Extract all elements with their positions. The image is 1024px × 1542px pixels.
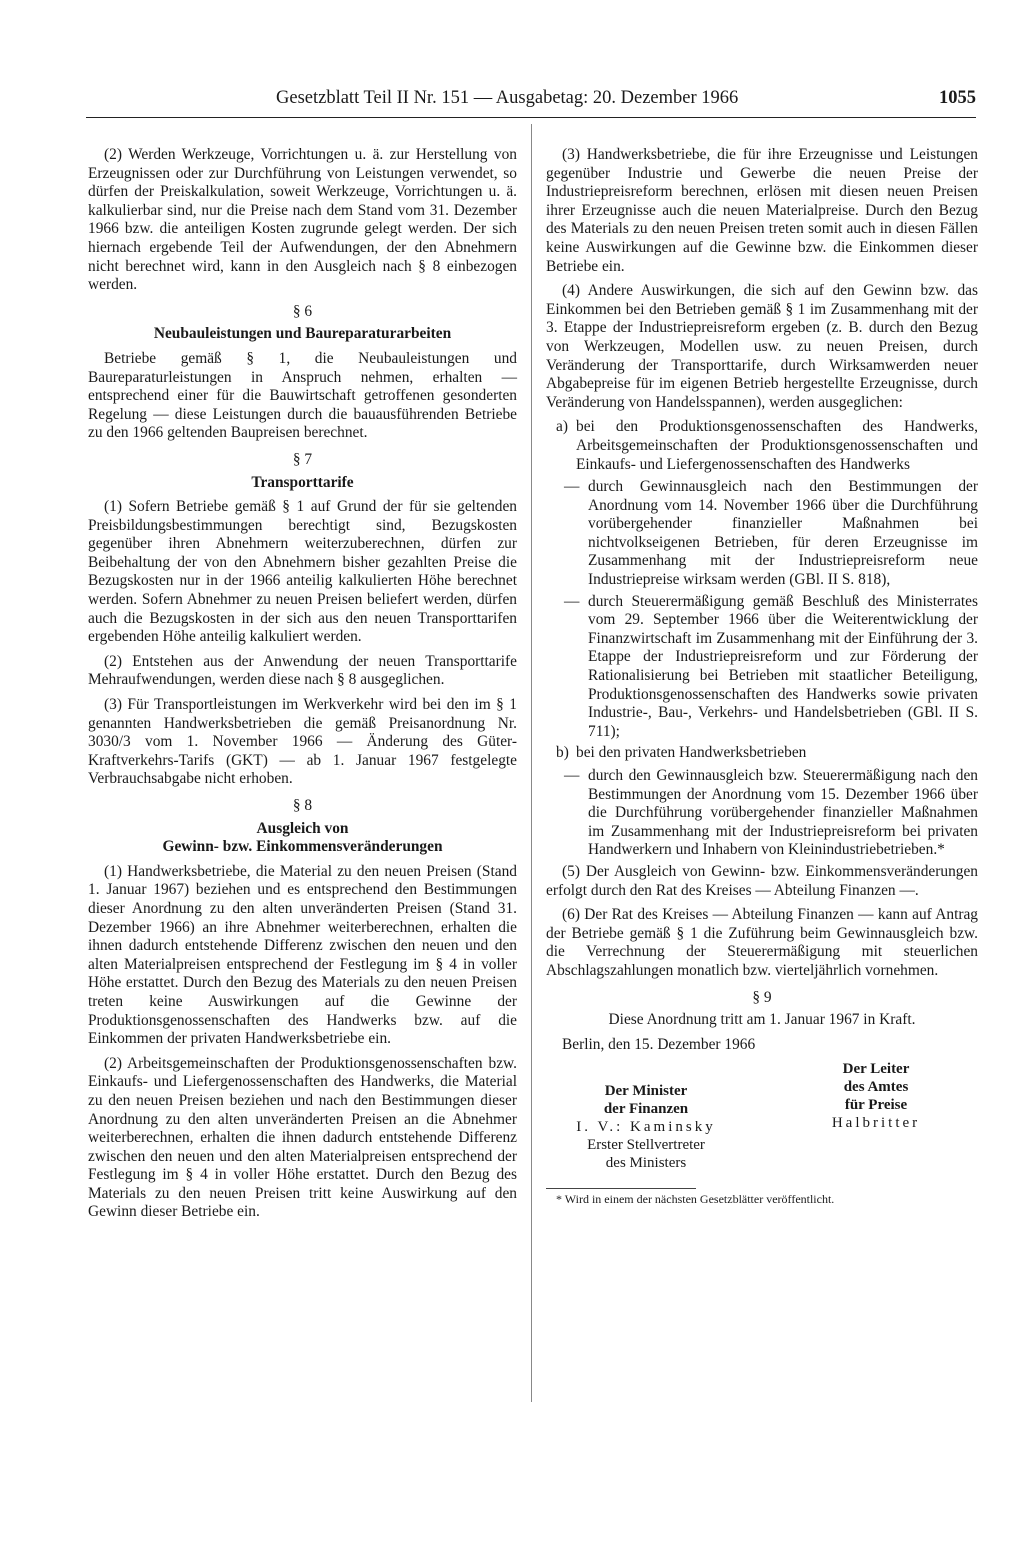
list-item-a [546, 418, 978, 474]
signature-line: Der Leiter [842, 1061, 910, 1078]
paragraph-6: (6) Der Rat des Kreises — Abteilung Finanzen — kann auf Antrag der Betriebe gemäß § 1 die Zuführung beim Gewinnausgleich bzw. die Verrechnung der Steuerermäßigung mit steuerlichen Abschlagszahlungen monatlich bzw. vierteljährlich vornehmen. [546, 906, 978, 979]
signature-name: I. V.: Kaminsky [576, 1119, 716, 1136]
list-item-b [546, 744, 978, 763]
page-header [86, 88, 976, 114]
list-item-b-dash-1 [546, 767, 978, 860]
dash-marker: — [564, 478, 580, 496]
list-marker-b: b) [556, 744, 569, 762]
section-7-title: Transporttarife [251, 473, 354, 491]
section-8-paragraph-2: (2) Arbeitsgemeinschaften der Produktionsgenossenschaften bzw. Einkaufs- und Liefergenossenschaften des Handwerks, die Material zu den neuen Preisen beziehen und nach den Bestimmungen dieser Anordnung zu den alten unveränderten Preisen an die Abnehmer weiterberechnen, erhalten die ihnen dadurch entstehende Differenz zwischen den neuen und den alten Materialpreisen entsprechend der Festlegung im § 4 in voller Höhe erstattet. Durch den Bezug des Materials zu den neuen Preisen tritt keine Auswirkung auf den Gewinn dieser Betriebe ein. [88, 1054, 517, 1221]
footnote-rule [546, 1188, 696, 1189]
paragraph-4: (4) Andere Auswirkungen, die sich auf den Gewinn bzw. das Einkommen bei den Betrieben gemäß § 1 im Zusammenhang mit der 3. Etappe der Industriepreisreform ergeben (z. B. durch den Bezug von Werkzeugen, Modellen usw. zu neuen Preisen, durch Veränderung der Transporttarife, durch Wirksamwerden neuer Abgabepreise für im eigenen Betrieb hergestellte Erzeugnisse, durch Veränderung von Handelsspannen), werden ausgeglichen: [546, 282, 978, 411]
list-marker-a: a) [556, 418, 568, 436]
signature-line: Erster Stellvertreter [587, 1137, 705, 1154]
right-column [546, 146, 978, 1213]
section-8-title-line-1: Ausgleich von [256, 819, 349, 837]
paragraph-2: (2) Werden Werkzeuge, Vorrichtungen u. ä. zur Herstellung von Erzeugnissen oder zur Durchführung von Leistungen verwendet, so dürfen der Preiskalkulation, soweit Werkzeuge, Vorrichtungen u. ä. kalkulierbar sind, nur die Preise nach dem Stand vom 31. Dezember 1966 bzw. die anteiligen Kosten zugrunde gelegt werden. Der sich hiernach ergebende Teil der Aufwendungen, der den Abnehmern nicht berechnet wird, kann in den Ausgleich nach § 8 einbezogen werden. [88, 146, 517, 294]
section-7-paragraph-1: (1) Sofern Betriebe gemäß § 1 auf Grund der für sie geltenden Preisbildungsbestimmungen berechtigt sind, Bezugskosten gegenüber ihren Abnehmern weiterzuberechnen, dürfen zur Beibehaltung der von den Abnehmern bisher gezahlten Preise die Bezugskosten nur in der 1966 anteilig kalkulierten Höhe berechnet werden. Sofern Abnehmer zu neuen Preisen beliefert werden, dürfen auch die Bezugskosten in der sich aus den neuen Transporttarifen ergebenden Höhe anteilig kalkuliert werden. [88, 498, 517, 646]
dash-text: durch den Gewinnausgleich bzw. Steuerermäßigung nach den Bestimmungen der Anordnung vom 15. Dezember 1966 über die Durchführung vorübergehender finanzieller Maßnahmen im Zusammenhang mit der Industriepreisreform bei privaten Handwerkern und Inhabern von Kleinindustriebetrieben.* [588, 767, 978, 859]
section-8-heading: § 8 [292, 797, 313, 814]
section-7-heading: § 7 [292, 450, 313, 468]
signature-line: des Ministers [605, 1155, 687, 1172]
dash-marker: — [564, 592, 580, 610]
section-6-heading: § 6 [292, 302, 313, 320]
signature-line: des Amtes [843, 1079, 909, 1096]
header-rule [86, 117, 976, 118]
signature-name: Halbritter [831, 1115, 921, 1132]
signature-minister [546, 1082, 746, 1172]
section-8-title-line-2: Gewinn- bzw. Einkommensveränderungen [162, 838, 443, 856]
footnote: * Wird in einem der nächsten Gesetzblätter veröffentlicht. [556, 1192, 835, 1207]
place-date: Berlin, den 15. Dezember 1966 [562, 1035, 756, 1053]
page-number: 1055 [939, 88, 976, 108]
section-7-paragraph-3: (3) Für Transportleistungen im Werkverkehr wird bei den im § 1 genannten Handwerksbetrieben die gemäß Preisanordnung Nr. 3030/3 vom 1. November 1966 — Änderung des Güter-Kraftverkehrs-Tarifs (GKT) — ab 1. Januar 1967 festgelegte Verbrauchsabgabe nicht erhoben. [88, 696, 517, 788]
list-item-a-dash-2 [546, 593, 978, 742]
section-6-paragraph: Betriebe gemäß § 1, die Neubauleistungen und Baureparaturleistungen in Anspruch nehmen, erhalten — entsprechend einer für die Bauwirtschaft getroffenen gesonderten Regelung — diese Leistungen durch die bauausführenden Betriebe zu den 1966 geltenden Baupreisen berechnet. [88, 349, 517, 442]
dash-text: durch Steuerermäßigung gemäß Beschluß des Ministerrates vom 29. September 1966 über die Weiterentwicklung der Finanzwirtschaft im Zusammenhang mit der Einführung der 3. Etappe der Industriepreisreform und zur Förderung der Rationalisierung bei Betrieben mit staatlicher Beteiligung, Produktionsgenossenschaften des Handwerks sowie privaten Industrie-, Bau-, Verkehrs- und Handelsbetrieben (GBl. II S. 711); [588, 592, 978, 740]
list-item-b-text: bei den privaten Handwerksbetrieben [576, 744, 807, 762]
dash-marker: — [564, 767, 580, 784]
section-9-paragraph: Diese Anordnung tritt am 1. Januar 1967 in Kraft. [608, 1011, 916, 1029]
section-9-heading: § 9 [752, 988, 772, 1006]
header-title: Gesetzblatt Teil II Nr. 151 — Ausgabetag: 20. Dezember 1966 [276, 88, 739, 108]
signature-leiter [786, 1060, 966, 1132]
signature-line: Der Minister [604, 1083, 688, 1100]
section-7-paragraph-2: (2) Entstehen aus der Anwendung der neuen Transporttarife Mehraufwendungen, werden diese nach § 8 ausgeglichen. [88, 652, 517, 689]
dash-text: durch Gewinnausgleich nach den Bestimmungen der Anordnung vom 14. November 1966 über die Durchführung vorübergehender finanzieller Maßnahmen bei nichtvolkseigenen Betrieben, für deren Erzeugnisse im Zusammenhang mit der Industriepreisreform neue Industriepreise wirksam werden (GBl. II S. 818), [588, 478, 978, 589]
column-divider [531, 124, 532, 1402]
paragraph-3: (3) Handwerksbetriebe, die für ihre Erzeugnisse und Leistungen gegenüber Industrie und Gewerbe die neuen Preise der Industriepreisreform berechnen, erlösen mit diesen neuen Preisen ihrer Erzeugnisse auch die neuen Materialpreise. Durch den Bezug des Materials zu den neuen Preisen treten somit auch in diesen Fällen keine Auswirkungen auf die Gewinne bzw. die Einkommen dieser Betriebe ein. [546, 146, 978, 275]
signature-block [546, 1060, 978, 1186]
list-item-a-text: bei den Produktionsgenossenschaften des Handwerks, Arbeitsgemeinschaften der Produktionsgenossenschaften und Einkaufs- und Liefergenossenschaften des Handwerks [576, 418, 978, 473]
section-6-title: Neubauleistungen und Baureparaturarbeiten [153, 325, 452, 343]
section-8-paragraph-1: (1) Handwerksbetriebe, die Material zu den neuen Preisen (Stand 1. Januar 1967) beziehen und es entsprechend den Bestimmungen dieser Anordnung zu den alten unveränderten Preisen (Stand 31. Dezember 1966) an ihre Abnehmer weiterberechnen, erhalten die ihnen dadurch entstehende Differenz zwischen den neuen und den alten Materialpreisen entsprechend der Festlegung im § 4 in voller Höhe erstattet. Durch den Bezug des Materials zu den neuen Preisen treten keine Auswirkungen auf die Gewinne der Produktionsgenossenschaften des Handwerks bzw. auf die Einkommen der privaten Handwerksbetriebe ein. [88, 862, 517, 1048]
signature-line: der Finanzen [603, 1101, 689, 1118]
signature-line: für Preise [844, 1097, 908, 1114]
list-item-a-dash-1 [546, 478, 978, 590]
paragraph-5: (5) Der Ausgleich von Gewinn- bzw. Einkommensveränderungen erfolgt durch den Rat des Kreises — Abteilung Finanzen —. [546, 862, 978, 899]
left-column [88, 146, 517, 1228]
